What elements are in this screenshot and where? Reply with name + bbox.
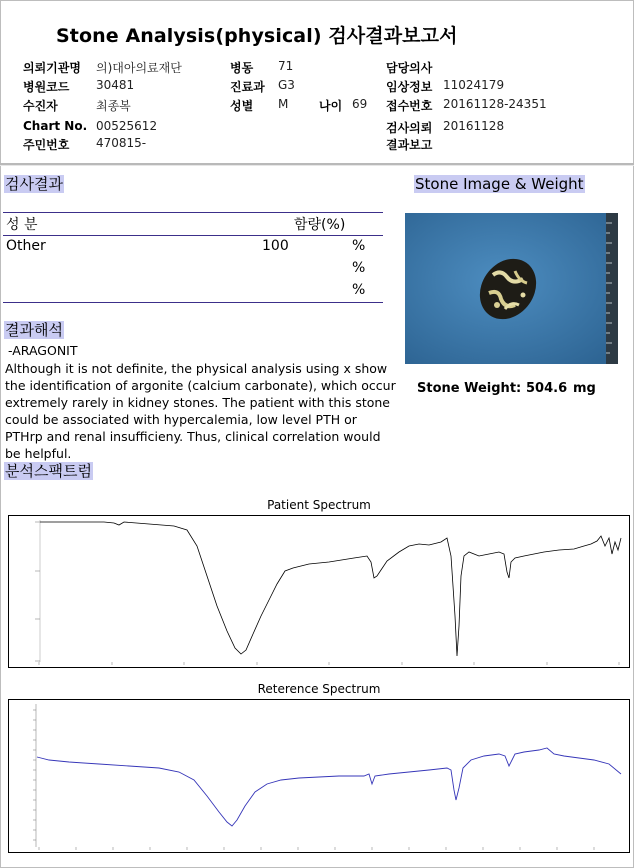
header-label-institution: 의뢰기관명 xyxy=(23,61,81,75)
header-separator xyxy=(0,163,634,165)
results-table-header-rule xyxy=(3,235,383,236)
patient-spectrum-ticks xyxy=(35,522,619,665)
header-value-ward: 71 xyxy=(278,59,294,73)
results-row-amount: 100 xyxy=(262,238,289,254)
results-col-component: 성 분 xyxy=(6,217,38,233)
header-label-report-date: 결과보고 xyxy=(386,138,433,152)
header-value-hospital-code: 30481 xyxy=(96,78,135,92)
header-value-institution: 의)대아의료재단 xyxy=(96,61,182,75)
interpretation-text: Although it is not definite, the physical analysis using x show the identification of argonite (calcium carbonate), which occur extremely rarely in kidney stones. The patient with this stone could be associated with hypercalemia, low level PTH or PTHrp and renal insufficieny. Thus, clinical correlation would be helpful. xyxy=(5,361,396,461)
header-label-hospital-code: 병원코드 xyxy=(23,80,70,94)
results-row-unit: % xyxy=(352,238,366,254)
header-label-clinical-info: 임상정보 xyxy=(386,80,433,94)
header-value-request-date: 20161128 xyxy=(443,119,505,133)
results-table-top-rule xyxy=(3,212,383,213)
header-label-chart-no: Chart No. xyxy=(23,119,88,133)
header-label-receipt-no: 접수번호 xyxy=(386,99,433,113)
header-value-sex: M xyxy=(278,97,289,111)
patient-spectrum-svg xyxy=(9,516,629,667)
header-value-patient: 최종복 xyxy=(96,99,131,113)
stone-heading: Stone Image & Weight xyxy=(415,175,584,193)
results-heading: 검사결과 xyxy=(5,175,63,193)
reference-spectrum-svg xyxy=(9,700,629,852)
header-label-doctor: 담당의사 xyxy=(386,61,433,75)
spectra-heading: 분석스팩트럼 xyxy=(5,462,92,480)
header-value-resident-no: 470815- xyxy=(96,136,147,150)
results-table-bottom-rule xyxy=(3,302,383,303)
stone-photo xyxy=(405,213,618,364)
header-label-ward: 병동 xyxy=(230,61,254,75)
header-value-clinical-info: 11024179 xyxy=(443,78,505,92)
header-label-request-date: 검사의뢰 xyxy=(386,121,433,135)
interpretation-heading: 결과해석 xyxy=(5,321,63,339)
results-row-component: Other xyxy=(6,238,46,254)
stone-weight-value: 504.6 xyxy=(526,381,568,396)
stone-weight-label: Stone Weight: xyxy=(417,381,522,396)
header-value-receipt-no: 20161128-24351 xyxy=(443,97,547,111)
header-label-sex: 성별 xyxy=(230,99,254,113)
header-label-patient: 수진자 xyxy=(23,99,58,113)
patient-spectrum-plot xyxy=(8,515,630,668)
patient-spectrum-title: Patient Spectrum xyxy=(267,498,371,512)
reference-spectrum-plot xyxy=(8,699,630,853)
stone-weight-unit: mg xyxy=(573,381,596,396)
report-title: Stone Analysis(physical) 검사결과보고서 xyxy=(56,25,458,47)
header-label-department: 진료과 xyxy=(230,80,265,94)
reference-spectrum-title: Reterence Spectrum xyxy=(257,682,381,696)
results-row-unit: % xyxy=(352,260,366,276)
interpretation-result-name: -ARAGONIT xyxy=(8,343,78,358)
header-value-age: 69 xyxy=(352,97,368,111)
header-label-age: 나이 xyxy=(319,99,343,113)
header-label-resident-no: 주민번호 xyxy=(23,138,70,152)
header-value-department: G3 xyxy=(278,78,295,92)
results-row-unit: % xyxy=(352,282,366,298)
results-col-amount: 함량(%) xyxy=(294,217,346,233)
header-value-chart-no: 00525612 xyxy=(96,119,158,133)
